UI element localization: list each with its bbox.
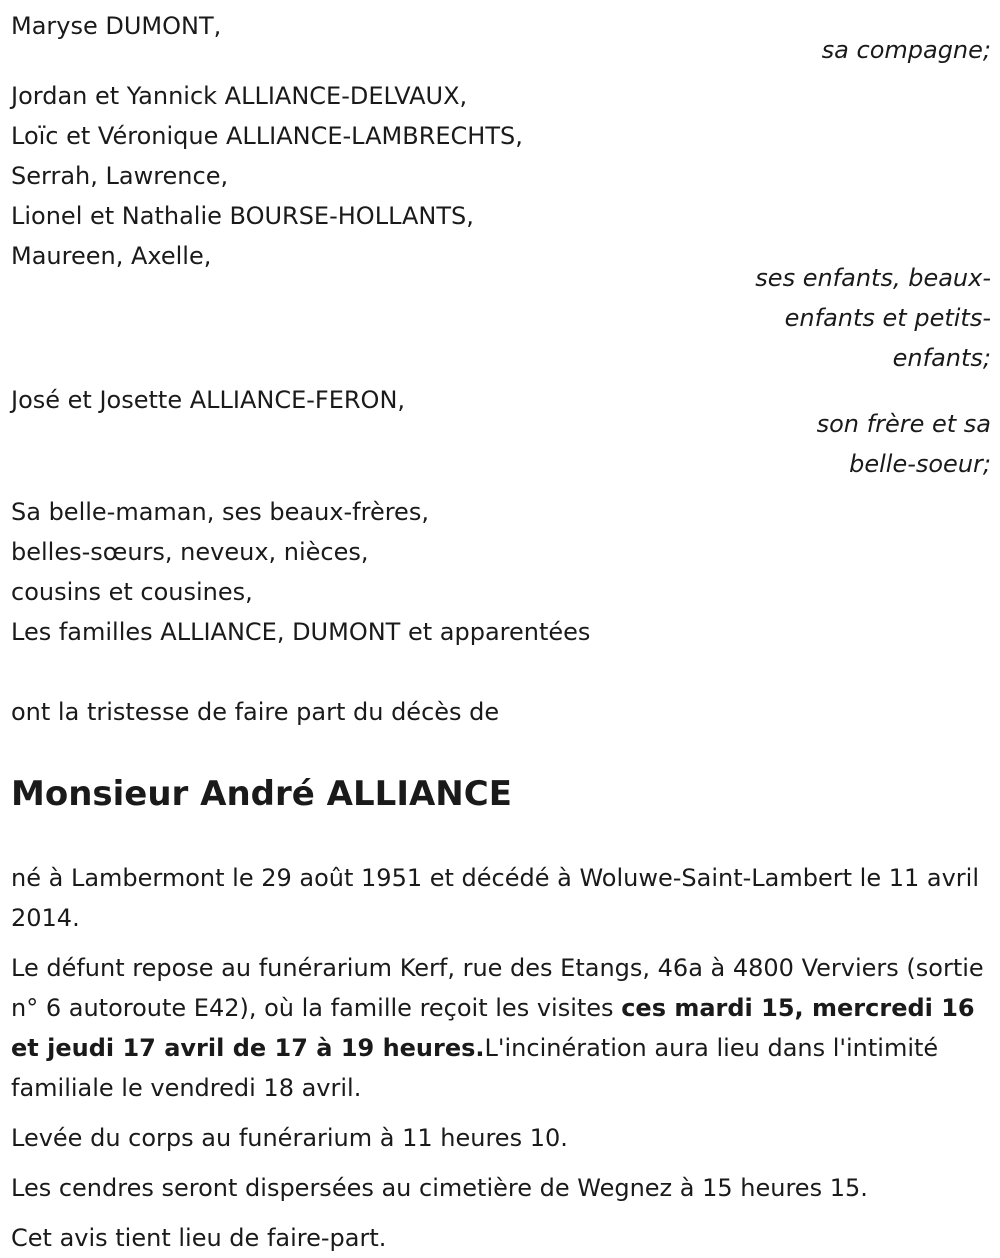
brother-group: [11, 380, 991, 484]
companion-role: sa compagne;: [821, 36, 991, 64]
announcement-text: ont la tristesse de faire part du décès de: [11, 698, 500, 726]
children-name: Maureen, Axelle,: [11, 242, 212, 270]
ashes-text: Les cendres seront dispersées au cimetière de Wegnez à 15 heures 15.: [11, 1174, 868, 1202]
family-name: cousins et cousines,: [11, 578, 253, 606]
levee-text: Levée du corps au funérarium à 11 heures 10.: [11, 1124, 568, 1152]
visit-info-text: Le défunt repose au funérarium Kerf, rue des Etangs, 46a à 4800 Verviers (sortie n° 6 autoroute E42), où la famille reçoit les visites ces mardi 15, mercredi 16 et jeudi 17 avril de 17 à 19 heures.L'incinération aura lieu dans l'intimité familiale le vendredi 18 avril.: [11, 954, 984, 1102]
companion-name: Maryse DUMONT,: [11, 12, 222, 40]
children-name: Loïc et Véronique ALLIANCE-LAMBRECHTS,: [11, 122, 523, 150]
obituary-notice: [11, 6, 991, 1258]
brother-role: son frère et sa belle-soeur;: [816, 410, 991, 478]
birth-death-text: né à Lambermont le 29 août 1951 et décédé à Woluwe-Saint-Lambert le 11 avril 2014.: [11, 864, 980, 932]
family-group: [11, 492, 991, 652]
children-group: [11, 76, 991, 378]
children-role: ses enfants, beaux- enfants et petits- enfants;: [755, 264, 991, 372]
deceased-name: Monsieur André ALLIANCE: [11, 774, 512, 814]
children-name: Jordan et Yannick ALLIANCE-DELVAUX,: [11, 82, 468, 110]
notice-text: Cet avis tient lieu de faire-part.: [11, 1224, 387, 1252]
children-name: Lionel et Nathalie BOURSE-HOLLANTS,: [11, 202, 474, 230]
companion-group: [11, 6, 991, 70]
visit-times: ces mardi 15, mercredi 16 et jeudi 17 avril de 17 à 19 heures.: [11, 994, 975, 1062]
brother-name: José et Josette ALLIANCE-FERON,: [11, 386, 406, 414]
family-name: Les familles ALLIANCE, DUMONT et apparentées: [11, 618, 591, 646]
family-name: belles-sœurs, neveux, nièces,: [11, 538, 369, 566]
children-name: Serrah, Lawrence,: [11, 162, 229, 190]
family-name: Sa belle-maman, ses beaux-frères,: [11, 498, 429, 526]
